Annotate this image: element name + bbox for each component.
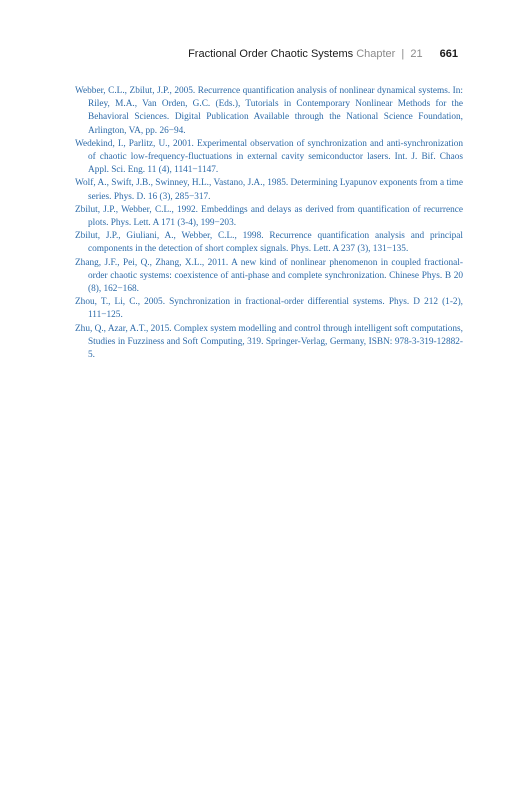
running-head-title: Fractional Order Chaotic Systems [188, 48, 354, 60]
reference-entry[interactable]: Zhou, T., Li, C., 2005. Synchronization in fractional-order differential systems. Phys. D 212 (1-2), 111−125. [75, 297, 463, 321]
reference-entry[interactable]: Zbilut, J.P., Giuliani, A., Webber, C.L., 1998. Recurrence quantification analysis and principal components in the detection of short complex signals. Phys. Lett. A 237 (3), 131−135. [75, 231, 463, 255]
running-head [188, 47, 458, 61]
reference-entry[interactable]: Zhu, Q., Azar, A.T., 2015. Complex system modelling and control through intelligent soft computations, Studies in Fuzziness and Soft Computing, 319. Springer-Verlag, Germany, ISBN: 978-3-319-12882-5. [75, 323, 463, 361]
reference-entry[interactable]: Wedekind, I., Parlitz, U., 2001. Experimental observation of synchronization and anti-synchronization of chaotic low-frequency-fluctuations in external cavity semiconductor lasers. Int. J. Bif. Chaos Appl. Sci. Eng. 11 (4), 1141−1147. [75, 138, 463, 176]
running-head-separator: | [401, 48, 405, 60]
reference-entry[interactable]: Zhang, J.F., Pei, Q., Zhang, X.L., 2011. A new kind of nonlinear phenomenon in coupled fractional-order chaotic systems: coexistence of anti-phase and complete synchronization. Chinese Phys. B 20 (8), 162−168. [75, 257, 463, 295]
reference-list [75, 85, 463, 362]
chapter-label: Chapter [356, 48, 396, 60]
reference-entry[interactable]: Webber, C.L., Zbilut, J.P., 2005. Recurrence quantification analysis of nonlinear dynamical systems. In: Riley, M.A., Van Orden, G.C. (Eds.), Tutorials in Contemporary Nonlinear Methods for the Behavioral Sciences. Digital Publication Available through the National Science Foundation, Arlington, VA, pp. 26−94. [75, 86, 463, 136]
chapter-number: 21 [410, 48, 423, 60]
reference-entry[interactable]: Wolf, A., Swift, J.B., Swinney, H.L., Vastano, J.A., 1985. Determining Lyapunov exponents from a time series. Phys. D. 16 (3), 285−317. [75, 178, 463, 202]
page-number: 661 [439, 48, 458, 60]
reference-entry[interactable]: Zbilut, J.P., Webber, C.L., 1992. Embeddings and delays as derived from quantification of recurrence plots. Phys. Lett. A 171 (3-4), 199−203. [75, 204, 463, 229]
